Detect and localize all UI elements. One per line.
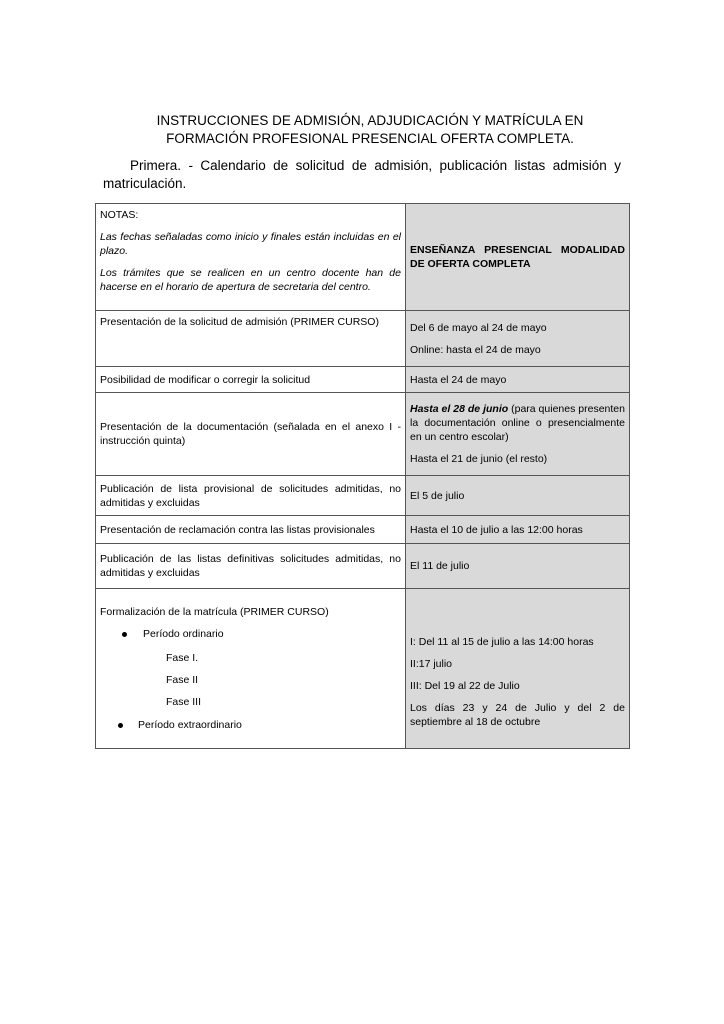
- row-label: [96, 367, 406, 393]
- phase-3-label: Fase III: [166, 696, 202, 708]
- row-value: [406, 367, 630, 393]
- row-value-text: Los días 23 y 24 de Julio y del 2 de septiembre al 18 de octubre: [410, 701, 625, 728]
- table-row: [96, 516, 630, 544]
- title-line-2: FORMACIÓN PROFESIONAL PRESENCIAL OFERTA COMPLETA.: [166, 131, 574, 146]
- row-value-text: [410, 402, 625, 444]
- row-value-text: III: Del 19 al 22 de Julio: [410, 679, 520, 692]
- row-label-text: Formalización de la matrícula (PRIMER CURSO): [100, 606, 329, 618]
- calendar-table: [95, 203, 630, 749]
- row-value-text: El 5 de julio: [410, 489, 465, 502]
- row-label-text: Presentación de reclamación contra las listas provisionales: [100, 523, 375, 536]
- deadline-highlight: Hasta el 28 de junio: [410, 403, 509, 415]
- row-label-text: Publicación de las listas definitivas solicitudes admitidas, no admitidas y excluidas: [100, 553, 401, 579]
- row-value-text: Hasta el 21 de junio (el resto): [410, 453, 548, 465]
- table-row-enrollment: [96, 589, 630, 749]
- row-value: [406, 476, 630, 516]
- row-label: [96, 393, 406, 476]
- row-value-text: II:17 julio: [410, 657, 453, 670]
- table-row: [96, 544, 630, 589]
- table-row-notes: [96, 204, 630, 311]
- document-title: [130, 112, 610, 148]
- deadline-detail: (para quienes presenten la documentación online o presencialmente en un centro escolar): [410, 403, 625, 443]
- ordinary-period-label: Período ordinario: [143, 628, 224, 640]
- table-row: [96, 367, 630, 393]
- bullet-icon: [122, 632, 127, 637]
- list-item: [100, 627, 401, 641]
- notes-title: NOTAS:: [100, 209, 139, 221]
- row-value: [406, 393, 630, 476]
- row-label: [96, 589, 406, 749]
- notes-cell: [96, 204, 406, 311]
- extraordinary-period-label: Período extraordinario: [138, 719, 242, 731]
- bullet-icon: [118, 723, 123, 728]
- phase-2-label: Fase II: [166, 674, 199, 686]
- row-label: [96, 476, 406, 516]
- row-label: [96, 516, 406, 544]
- table-row: [96, 476, 630, 516]
- row-value: [406, 516, 630, 544]
- row-label: [96, 544, 406, 589]
- modality-header-cell: [406, 204, 630, 311]
- phase-1-label: Fase I.: [166, 652, 199, 664]
- row-value-text: Hasta el 24 de mayo: [410, 373, 507, 386]
- row-value: [406, 589, 630, 749]
- table-row: [96, 393, 630, 476]
- row-label-text: Publicación de lista provisional de solicitudes admitidas, no admitidas y excluidas: [100, 482, 401, 509]
- table-row: [96, 311, 630, 367]
- row-label-text: Presentación de la documentación (señalada en el anexo I - instrucción quinta): [100, 421, 401, 447]
- row-value-text: El 11 de julio: [410, 560, 470, 572]
- note-1: Las fechas señaladas como inicio y finales están incluidas en el plazo.: [100, 231, 401, 257]
- row-value-text: Hasta el 10 de julio a las 12:00 horas: [410, 523, 583, 536]
- row-value-text: Online: hasta el 24 de mayo: [410, 343, 541, 356]
- list-item: [100, 718, 401, 732]
- row-label-text: Presentación de la solicitud de admisión (PRIMER CURSO): [100, 316, 379, 328]
- row-label-text: Posibilidad de modificar o corregir la solicitud: [100, 373, 311, 386]
- row-value: [406, 311, 630, 367]
- row-value-text: Del 6 de mayo al 24 de mayo: [410, 321, 547, 334]
- row-value: [406, 544, 630, 589]
- row-value-text: I: Del 11 al 15 de julio a las 14:00 horas: [410, 635, 594, 648]
- title-line-1: INSTRUCCIONES DE ADMISIÓN, ADJUDICACIÓN Y MATRÍCULA EN: [156, 113, 584, 128]
- row-label: [96, 311, 406, 367]
- note-2: Los trámites que se realicen en un centro docente han de hacerse en el horario de apertura de secretaria del centro.: [100, 267, 401, 293]
- intro-paragraph: Primera. - Calendario de solicitud de admisión, publicación listas admisión y matriculación.: [103, 158, 621, 191]
- modality-header: ENSEÑANZA PRESENCIAL MODALIDAD DE OFERTA COMPLETA: [410, 244, 625, 270]
